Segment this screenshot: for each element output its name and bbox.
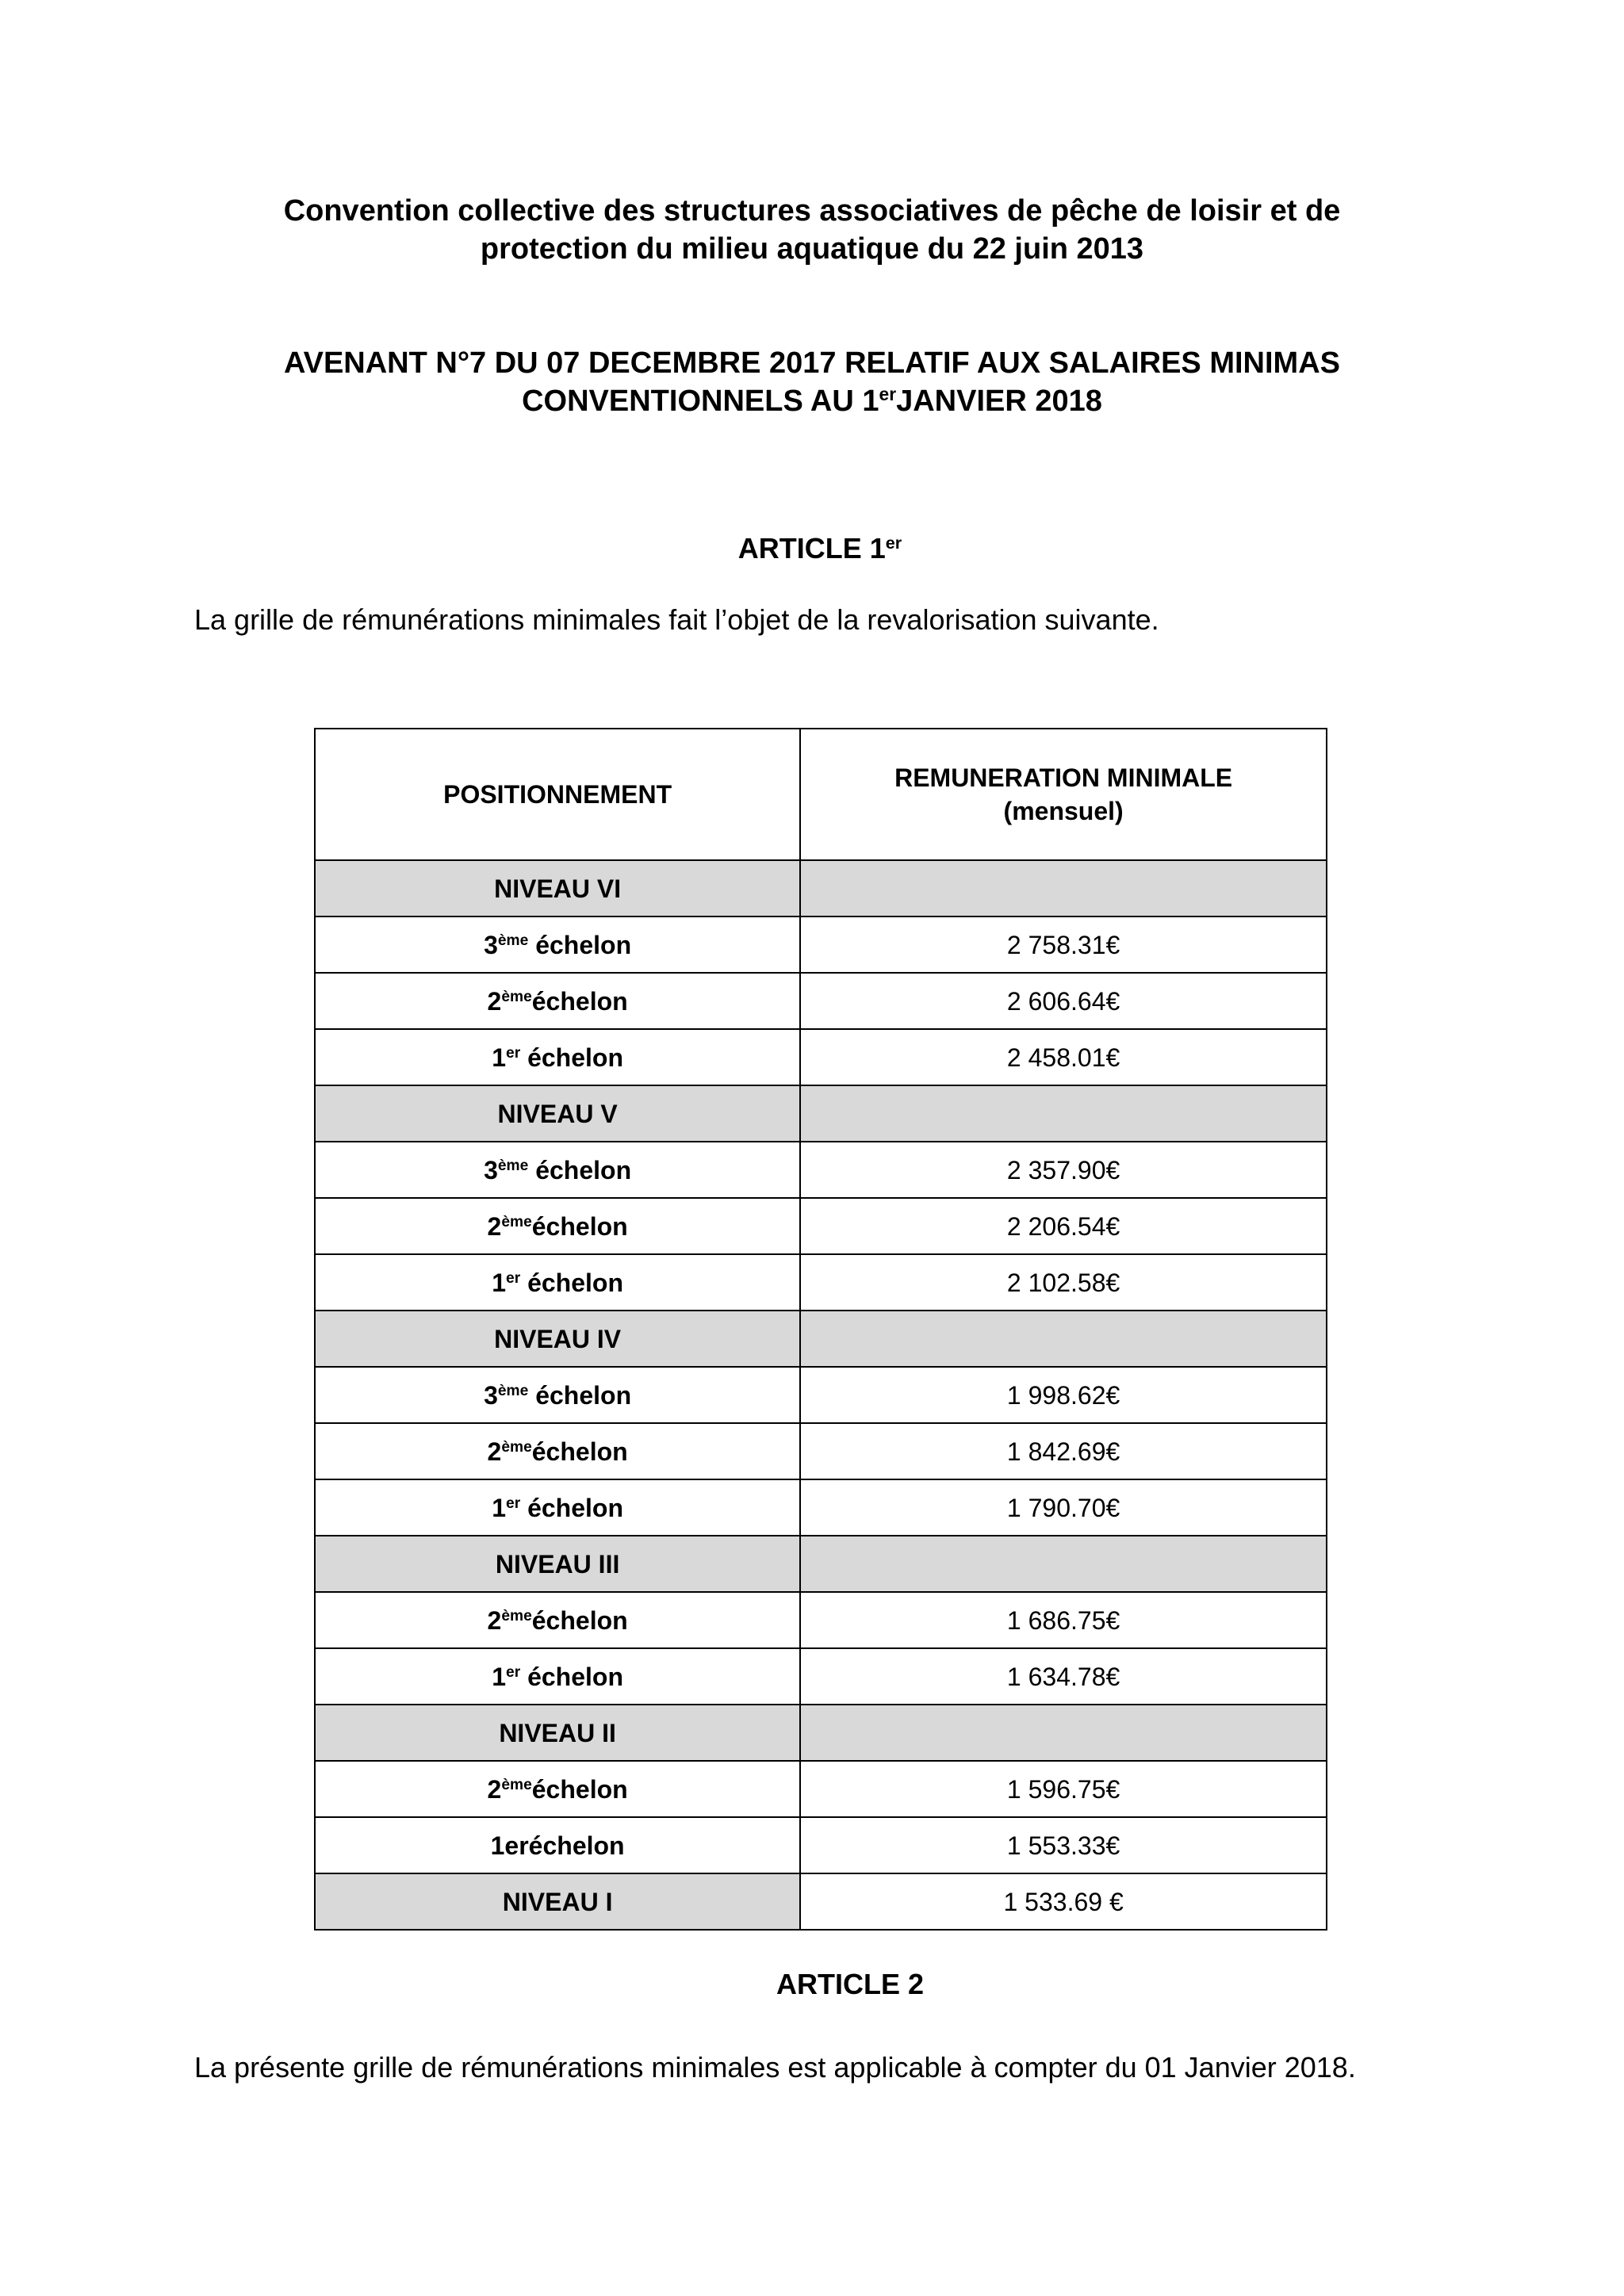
salary-value: 2 206.54€ — [800, 1198, 1327, 1254]
echelon-number: 1 — [492, 1493, 507, 1522]
article-1-heading — [8, 531, 1624, 566]
level-label: NIVEAU II — [315, 1705, 800, 1761]
salary-value: 1 998.62€ — [800, 1367, 1327, 1423]
echelon-suffix: échelon — [528, 1380, 632, 1410]
level-value-empty — [800, 1311, 1327, 1367]
echelon-label — [315, 1423, 800, 1479]
salary-value: 1 533.69 € — [800, 1873, 1327, 1930]
table-row — [315, 1592, 1327, 1648]
echelon-label — [315, 1761, 800, 1817]
echelon-number: 3 — [484, 1380, 498, 1410]
table-row — [315, 1761, 1327, 1817]
table-row — [315, 1142, 1327, 1198]
salary-value: 2 606.64€ — [800, 973, 1327, 1029]
echelon-superscript: er — [506, 1494, 521, 1512]
salary-table-body — [315, 860, 1327, 1930]
echelon-label — [315, 1254, 800, 1311]
echelon-suffix: échelon — [520, 1268, 623, 1297]
echelon-number: 1 — [492, 1268, 507, 1297]
document-title-line-2: protection du milieu aquatique du 22 juin 2013 — [480, 232, 1144, 266]
table-row-level — [315, 1873, 1327, 1930]
table-row-level — [315, 1311, 1327, 1367]
table-row — [315, 973, 1327, 1029]
table-row — [315, 1817, 1327, 1873]
article-1-heading-text: ARTICLE 1 — [737, 532, 886, 564]
level-label: NIVEAU V — [315, 1085, 800, 1142]
level-value-empty — [800, 1085, 1327, 1142]
echelon-superscript: ème — [501, 1607, 532, 1624]
level-value-empty — [800, 860, 1327, 916]
column-header-remuneration — [800, 729, 1327, 860]
echelon-label — [315, 973, 800, 1029]
echelon-label — [315, 1198, 800, 1254]
amendment-title-line-1: AVENANT N°7 DU 07 DECEMBRE 2017 RELATIF AUX SALAIRES MINIMAS — [283, 346, 1340, 380]
salary-value: 1 686.75€ — [800, 1592, 1327, 1648]
echelon-number: 2 — [487, 1437, 502, 1466]
echelon-number: 2 — [487, 1774, 502, 1804]
level-value-empty — [800, 1536, 1327, 1592]
level-label: NIVEAU IV — [315, 1311, 800, 1367]
echelon-suffix: échelon — [531, 1774, 628, 1804]
table-row — [315, 1254, 1327, 1311]
echelon-label — [315, 1479, 800, 1536]
echelon-superscript: ème — [501, 1776, 532, 1793]
echelon-suffix: échelon — [520, 1493, 623, 1522]
document-title — [0, 192, 1624, 268]
salary-value: 1 790.70€ — [800, 1479, 1327, 1536]
echelon-superscript: ème — [501, 1213, 532, 1230]
amendment-title-superscript: er — [879, 384, 897, 405]
amendment-title-line-2-end: JANVIER 2018 — [896, 385, 1102, 418]
table-row — [315, 916, 1327, 973]
echelon-suffix: échelon — [520, 1043, 623, 1072]
table-row-level — [315, 1085, 1327, 1142]
level-value-empty — [800, 1705, 1327, 1761]
level-label: NIVEAU VI — [315, 860, 800, 916]
echelon-number: 2 — [487, 986, 502, 1016]
salary-value: 1 842.69€ — [800, 1423, 1327, 1479]
echelon-suffix: échelon — [531, 1605, 628, 1635]
table-row — [315, 1029, 1327, 1085]
column-header-remuneration-line-1: REMUNERATION MINIMALE — [894, 763, 1233, 792]
echelon-superscript: ème — [497, 1157, 529, 1174]
level-label: NIVEAU I — [315, 1873, 800, 1930]
salary-value: 2 102.58€ — [800, 1254, 1327, 1311]
salary-value: 1 596.75€ — [800, 1761, 1327, 1817]
salary-value: 1 553.33€ — [800, 1817, 1327, 1873]
article-2-text: La présente grille de rémunérations minimales est applicable à compter du 01 Janvier 2018. — [194, 2051, 1356, 2084]
salary-value: 2 357.90€ — [800, 1142, 1327, 1198]
echelon-number: 3 — [484, 930, 498, 959]
echelon-number: 1 — [492, 1662, 507, 1691]
echelon-suffix: échelon — [528, 1155, 632, 1184]
salary-value: 2 758.31€ — [800, 916, 1327, 973]
echelon-number: 2 — [487, 1605, 502, 1635]
echelon-label — [315, 1592, 800, 1648]
amendment-title-line-2-start: CONVENTIONNELS AU 1 — [522, 385, 879, 418]
level-label: NIVEAU III — [315, 1536, 800, 1592]
article-2-heading: ARTICLE 2 — [776, 1968, 924, 2000]
echelon-superscript: er — [506, 1663, 521, 1681]
echelon-number: 1eréchelon — [490, 1831, 625, 1860]
column-header-remuneration-line-2: (mensuel) — [1003, 797, 1124, 825]
table-row — [315, 1648, 1327, 1705]
column-header-position: POSITIONNEMENT — [315, 729, 800, 860]
echelon-label — [315, 1029, 800, 1085]
echelon-superscript: ème — [497, 932, 529, 949]
echelon-label — [315, 916, 800, 973]
echelon-label — [315, 1817, 800, 1873]
echelon-superscript: er — [506, 1269, 521, 1287]
echelon-label — [315, 1648, 800, 1705]
amendment-title-line-2 — [0, 382, 1624, 420]
echelon-number: 2 — [487, 1211, 502, 1241]
echelon-label — [315, 1142, 800, 1198]
echelon-superscript: er — [506, 1044, 521, 1062]
echelon-superscript: ème — [501, 1438, 532, 1456]
salary-value: 2 458.01€ — [800, 1029, 1327, 1085]
table-row — [315, 1367, 1327, 1423]
table-row — [315, 1479, 1327, 1536]
article-1-heading-superscript: er — [885, 533, 902, 553]
echelon-suffix: échelon — [520, 1662, 623, 1691]
table-row-level — [315, 1705, 1327, 1761]
echelon-suffix: échelon — [531, 1211, 628, 1241]
table-row — [315, 1198, 1327, 1254]
echelon-superscript: ème — [497, 1382, 529, 1399]
document-title-line-1: Convention collective des structures associatives de pêche de loisir et de — [283, 194, 1341, 228]
echelon-suffix: échelon — [531, 1437, 628, 1466]
table-row-level — [315, 860, 1327, 916]
salary-value: 1 634.78€ — [800, 1648, 1327, 1705]
table-row-level — [315, 1536, 1327, 1592]
echelon-label — [315, 1367, 800, 1423]
article-1-text: La grille de rémunérations minimales fait l’objet de la revalorisation suivante. — [194, 603, 1159, 636]
echelon-suffix: échelon — [528, 930, 632, 959]
table-header-row — [315, 729, 1327, 860]
echelon-number: 1 — [492, 1043, 507, 1072]
echelon-number: 3 — [484, 1155, 498, 1184]
salary-grid-table — [314, 728, 1327, 1931]
table-row — [315, 1423, 1327, 1479]
amendment-title — [0, 344, 1624, 420]
echelon-superscript: ème — [501, 988, 532, 1005]
echelon-suffix: échelon — [531, 986, 628, 1016]
